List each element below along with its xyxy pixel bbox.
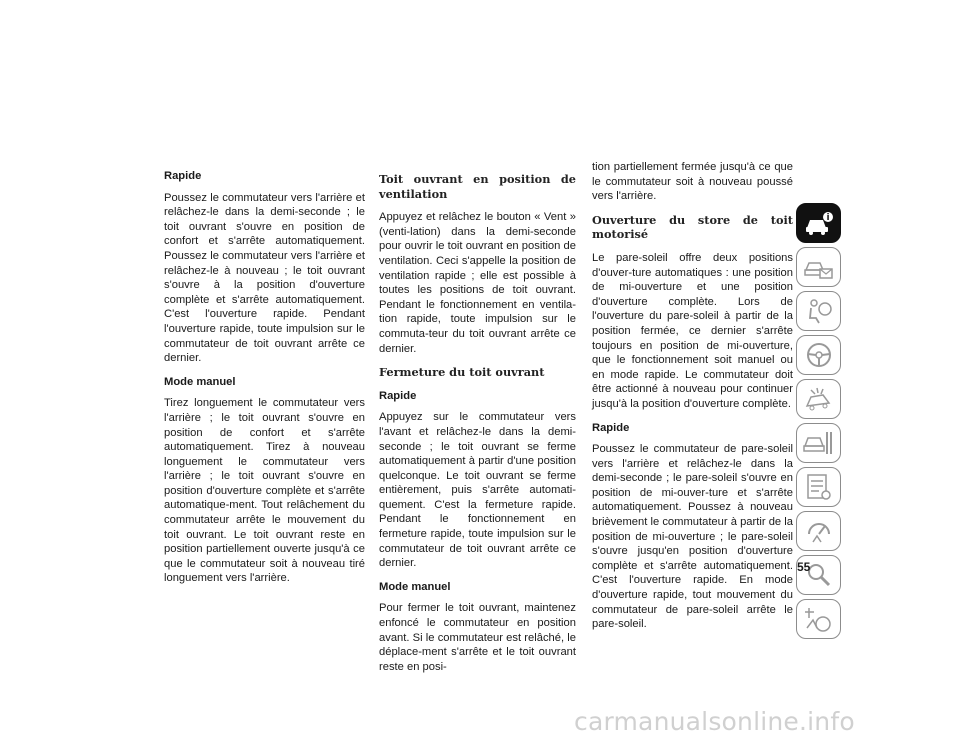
subheading-manual-close: Mode manuel — [379, 580, 451, 593]
car-info-icon — [803, 208, 835, 238]
tab-car-info[interactable] — [796, 203, 841, 243]
language-icon — [803, 604, 835, 634]
heading-shade: Ouverture du store de toit motorisé — [592, 212, 793, 242]
tab-car-crash[interactable] — [796, 379, 841, 419]
car-mail-icon — [803, 252, 835, 282]
subheading-fast-shade: Rapide — [592, 421, 630, 434]
car-crash-icon — [803, 384, 835, 414]
paragraph-fast-close: Appuyez sur le commutateur vers l'avant et relâchez-le dans la demi-seconde ; le toit ouvrant se ferme automatiquement à partir d'une position quelconque. Le toit ouvrant se ferme entièrement, puis s'arrête automati-quement. C'est la fermeture rapide. Pendant le fonctionnement en fermeture rapide, toute impulsion sur le commutateur de toit ouvrant arrête ce dernier. — [379, 411, 576, 570]
tab-car-mail[interactable] — [796, 247, 841, 287]
car-tools-icon — [803, 428, 835, 458]
subheading-manual: Mode manuel — [164, 375, 236, 388]
subheading-fast: Rapide — [164, 170, 202, 182]
watermark: carmanualsonline.info — [574, 707, 855, 736]
tab-airbag[interactable] — [796, 291, 841, 331]
heading-close: Fermeture du toit ouvrant — [379, 365, 545, 380]
tab-gauge[interactable] — [796, 511, 841, 551]
subheading-fast-close: Rapide — [379, 389, 417, 402]
page-number: 55 — [797, 560, 811, 574]
tab-steering[interactable] — [796, 335, 841, 375]
steering-wheel-icon — [803, 340, 835, 370]
paragraph-manual-close: Pour fermer le toit ouvrant, maintenez enfoncé le commutateur en position avant. Si le commutateur est relâché, le déplace-ment s'arrête et le toit ouvrant reste en posi- — [379, 602, 576, 673]
paragraph-vent: Appuyez et relâchez le bouton « Vent » (venti-lation) dans la demi-seconde pour ouvrir le toit ouvrant en position de ventilation. Ceci s'appelle la position de ventilation rapide ; elle est possible à toutes les positions de toit ouvrant. Pendant le fonctionnement en ventila-tion rapide, toute impulsion sur le commuta-teur du toit ouvrant arrête ce dernier. — [379, 211, 576, 355]
heading-vent: Toit ouvrant en position de ventilation — [379, 172, 576, 201]
tab-car-tools[interactable] — [796, 423, 841, 463]
tab-language[interactable] — [796, 599, 841, 639]
airbag-icon — [803, 296, 835, 326]
paragraph-fast-open: Poussez le commutateur vers l'arrière et relâchez-le dans la demi-seconde ; le toit ouvrant s'ouvre en position de confort et s'arrête automatiquement. Poussez le commutateur vers l'arrière et relâchez-le à nouveau ; le toit ouvrant s'ouvre à la position d'ouverture complète et s'arrête automatiquement. C'est l'ouverture rapide. Pendant l'ouverture rapide, toute impulsion sur le commutateur de toit ouvrant arrête ce dernier. — [164, 191, 365, 365]
paragraph-shade: Le pare-soleil offre deux positions d'ouver-ture automatiques : une position de mi-ouverture et une position d'ouverture complète. Lors de l'ouverture du pare-soleil à partir de la position fermée, ce dernier s'arrête toujours en position de mi-ouverture, que le fonctionnement soit manuel ou en mode rapide. Le commutateur doit être actionné à nouveau pour continuer jusqu'à la position d'ouverture complète. — [592, 251, 793, 410]
paragraph-fast-shade: Poussez le commutateur de pare-soleil vers l'arrière et relâchez-le dans la demi-seconde ; le pare-soleil s'ouvre en position de mi-ouver-ture et s'arrête automatiquement. Poussez à nouveau brièvement le commutateur à partir de la position de mi-ouverture ; le pare-soleil s'ouvre jusqu'en position d'ouverture complète et s'arrête automatiquement. C'est l'ouverture rapide. En mode d'ouverture rapide, tout mouvement du commutateur de pare-soleil arrête le pare-soleil. — [592, 443, 793, 631]
column-left — [164, 169, 365, 595]
column-right — [592, 160, 793, 641]
paragraph-continued: tion partiellement fermée jusqu'à ce que le commutateur soit à nouveau poussé vers l'arrière. — [592, 161, 793, 203]
chapter-tabs — [796, 203, 841, 643]
gauge-icon — [803, 516, 835, 546]
tab-checklist[interactable] — [796, 467, 841, 507]
column-middle — [379, 172, 576, 683]
paragraph-manual-open: Tirez longuement le commutateur vers l'arrière ; le toit ouvrant s'ouvre en position de confort et s'arrête automatiquement. Tirez à nouveau longuement le commutateur vers l'arrière ; le toit ouvrant s'ouvre en position d'ouverture complète et s'arrête automatique-ment. Tout relâchement du commutateur arrête le mouvement du toit ouvrant. Le toit ouvrant reste en position partiellement ouverte jusqu'à ce que le commutateur soit à nouveau tiré longuement vers l'arrière. — [164, 397, 365, 585]
checklist-icon — [803, 472, 835, 502]
